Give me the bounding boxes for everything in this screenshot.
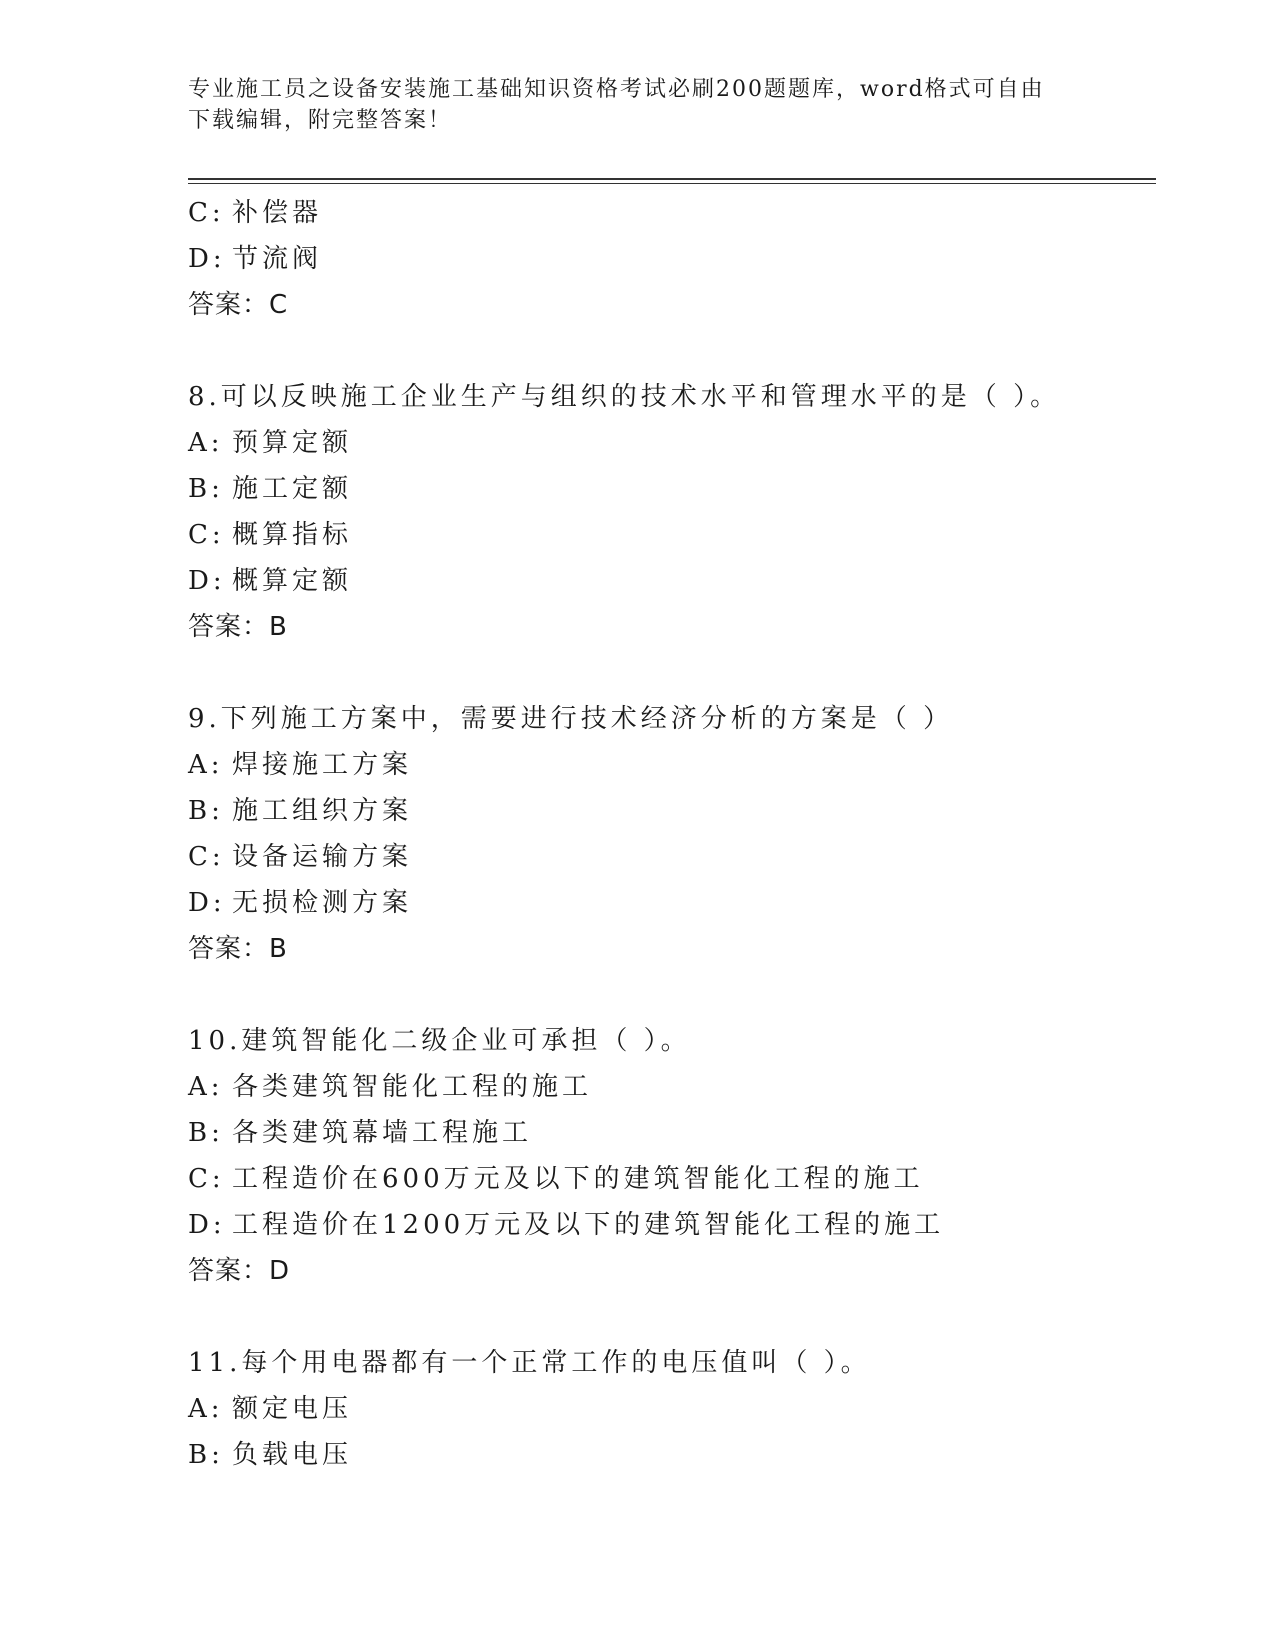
answer-line: 答案：B <box>188 612 288 642</box>
option-row <box>188 512 1156 558</box>
option-label: D: <box>188 1210 226 1240</box>
option-label: C: <box>188 198 225 228</box>
option-text: 焊接施工方案 <box>232 750 413 780</box>
option-row <box>188 1156 1156 1202</box>
option-row <box>188 466 1156 512</box>
option-row <box>188 880 1156 926</box>
option-row <box>188 420 1156 466</box>
option-row <box>188 834 1156 880</box>
option-row <box>188 558 1156 604</box>
header-line-1: 专业施工员之设备安装施工基础知识资格考试必刷200题题库，word格式可自由 <box>188 77 1045 102</box>
option-row <box>188 190 1156 236</box>
option-label: D: <box>188 566 226 596</box>
option-row <box>188 742 1156 788</box>
question-title: 11.每个用电器都有一个正常工作的电压值叫（ ）。 <box>188 1348 871 1378</box>
answer-line: 答案：D <box>188 1256 291 1286</box>
option-label: C: <box>188 1164 225 1194</box>
option-text: 额定电压 <box>232 1394 353 1424</box>
option-label: B: <box>188 796 224 826</box>
option-label: D: <box>188 244 226 274</box>
option-text: 概算定额 <box>232 566 353 596</box>
option-row <box>188 1386 1156 1432</box>
spacer <box>188 650 1156 696</box>
option-row <box>188 1110 1156 1156</box>
option-text: 负载电压 <box>232 1440 353 1470</box>
option-label: C: <box>188 842 225 872</box>
option-text: 工程造价在600万元及以下的建筑智能化工程的施工 <box>232 1164 924 1194</box>
question-list <box>188 190 1156 1478</box>
option-row <box>188 1202 1156 1248</box>
option-label: A: <box>188 1394 224 1424</box>
header-divider-thin <box>188 183 1156 184</box>
question-title: 9.下列施工方案中，需要进行技术经济分析的方案是（ ） <box>188 704 954 734</box>
option-text: 补偿器 <box>232 198 323 228</box>
option-row <box>188 236 1156 282</box>
option-text: 施工定额 <box>232 474 353 504</box>
answer-line: 答案：C <box>188 290 289 320</box>
option-text: 工程造价在1200万元及以下的建筑智能化工程的施工 <box>232 1210 945 1240</box>
option-text: 节流阀 <box>232 244 323 274</box>
option-label: A: <box>188 1072 224 1102</box>
option-label: B: <box>188 1118 224 1148</box>
spacer <box>188 1294 1156 1340</box>
option-row <box>188 788 1156 834</box>
document-header <box>188 74 1068 136</box>
option-label: D: <box>188 888 226 918</box>
spacer <box>188 328 1156 374</box>
option-text: 各类建筑智能化工程的施工 <box>232 1072 593 1102</box>
option-label: B: <box>188 1440 224 1470</box>
option-text: 各类建筑幕墙工程施工 <box>232 1118 533 1148</box>
option-label: A: <box>188 750 224 780</box>
option-text: 无损检测方案 <box>232 888 413 918</box>
question-title: 8.可以反映施工企业生产与组织的技术水平和管理水平的是（ ）。 <box>188 382 1061 412</box>
option-text: 施工组织方案 <box>232 796 413 826</box>
option-text: 设备运输方案 <box>232 842 413 872</box>
option-text: 预算定额 <box>232 428 353 458</box>
option-text: 概算指标 <box>232 520 353 550</box>
option-label: C: <box>188 520 225 550</box>
answer-line: 答案：B <box>188 934 288 964</box>
header-line-2: 下载编辑，附完整答案！ <box>188 108 453 133</box>
option-label: A: <box>188 428 224 458</box>
spacer <box>188 972 1156 1018</box>
question-title: 10.建筑智能化二级企业可承担（ ）。 <box>188 1026 691 1056</box>
option-label: B: <box>188 474 224 504</box>
header-divider-thick <box>188 178 1156 180</box>
option-row <box>188 1064 1156 1110</box>
option-row <box>188 1432 1156 1478</box>
